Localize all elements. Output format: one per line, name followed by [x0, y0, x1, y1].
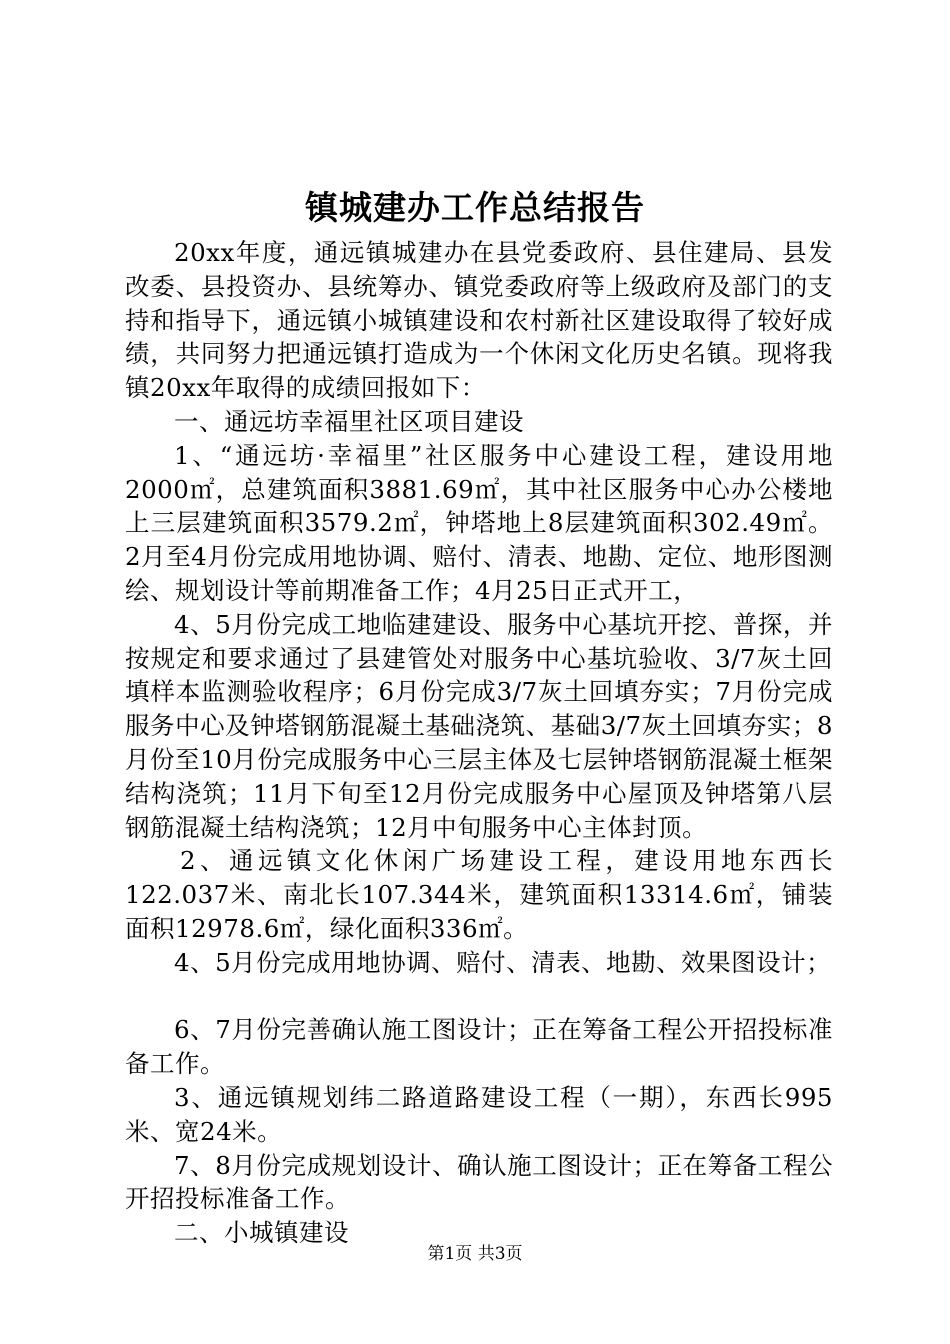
- section-heading-2: 二、小城镇建设: [174, 1218, 349, 1248]
- paragraph-intro: 20xx年度，通远镇城建办在县党委政府、县住建局、县发改委、县投资办、县统筹办、镇党委政府等上级政府及部门的支持和指导下，通远镇小城镇建设和农村新社区建设取得了较好成绩，共同努力把通远镇打造成为一个休闲文化历史名镇。现将我镇20xx年取得的成绩回报如下：: [125, 238, 833, 403]
- paragraph-item-3: 3、通远镇规划纬二路道路建设工程（一期），东西长995米、宽24米。: [125, 1082, 833, 1146]
- paragraph-item-1: 1、“通远坊·幸福里”社区服务中心建设工程，建设用地2000㎡，总建筑面积3881.69㎡，其中社区服务中心办公楼地上三层建筑面积3579.2㎡，钟塔地上8层建筑面积302.49㎡。2月至4月份完成用地协调、赔付、清表、地勘、定位、地形图测绘、规划设计等前期准备工作；4月25日正式开工，: [125, 440, 833, 605]
- page-footer: 第1页 共3页: [427, 1244, 523, 1264]
- paragraph-item-2-progress-a: 4、5月份完成用地协调、赔付、清表、地勘、效果图设计；: [174, 947, 832, 977]
- paragraph-item-2-progress-b: 6、7月份完善确认施工图设计；正在筹备工程公开招投标准备工作。: [125, 1015, 833, 1079]
- paragraph-item-3-progress: 7、8月份完成规划设计、确认施工图设计；正在筹备工程公开招投标准备工作。: [125, 1150, 833, 1214]
- paragraph-item-1-progress: 4、5月份完成工地临建建设、服务中心基坑开挖、普探，并按规定和要求通过了县建管处对服务中心基坑验收、3/7灰土回填样本监测验收程序；6月份完成3/7灰土回填夯实；7月份完成服务中心及钟塔钢筋混凝土基础浇筑、基础3/7灰土回填夯实；8月份至10月份完成服务中心三层主体及七层钟塔钢筋混凝土框架结构浇筑；11月下旬至12月份完成服务中心屋顶及钟塔第八层钢筋混凝土结构浇筑；12月中旬服务中心主体封顶。: [125, 609, 833, 842]
- document-body: [125, 236, 833, 1250]
- document-title: 镇城建办工作总结报告: [305, 188, 645, 227]
- section-heading-1: 一、通远坊幸福里社区项目建设: [174, 406, 524, 436]
- paragraph-item-2: 2、通远镇文化休闲广场建设工程，建设用地东西长122.037米、南北长107.344米，建筑面积13314.6㎡，铺装面积12978.6㎡，绿化面积336㎡。: [125, 846, 833, 943]
